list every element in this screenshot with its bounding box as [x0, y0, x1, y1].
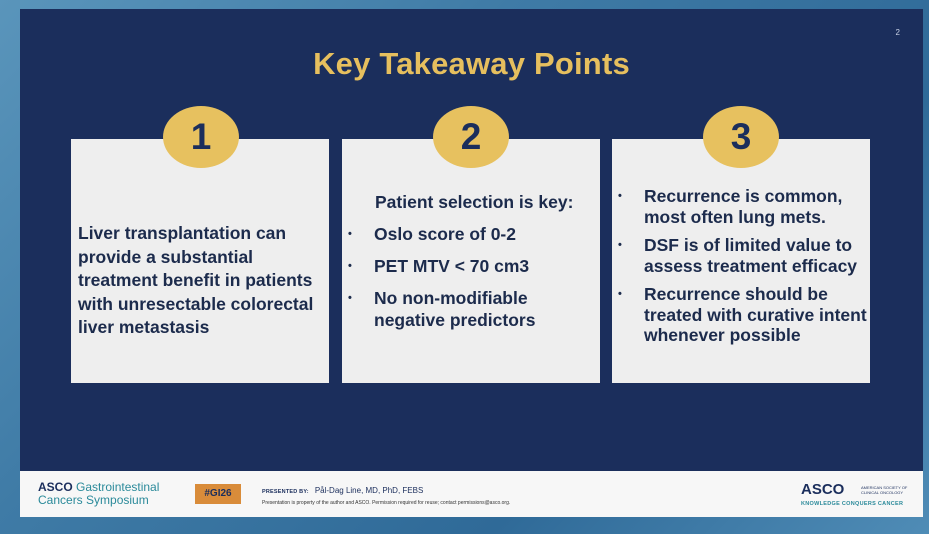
list-item [612, 284, 870, 346]
bullet-text: Recurrence is common, most often lung mets. [644, 186, 843, 227]
takeaway-heading-2: Patient selection is key: [375, 192, 574, 212]
slide-title: Key Takeaway Points [313, 46, 630, 81]
slide-number: 2 [895, 28, 900, 37]
takeaway-card-1 [71, 116, 329, 383]
presented-by-label: PRESENTED BY: [262, 489, 309, 495]
logo-subtitle-line2: Cancers Symposium [38, 493, 149, 507]
bullet-text: Oslo score of 0-2 [374, 224, 516, 244]
slide-footer [20, 471, 923, 517]
bullet-list-3 [612, 186, 870, 354]
bullet-icon: • [348, 292, 352, 304]
asco-logo [801, 481, 908, 507]
bullet-text: PET MTV < 70 cm3 [374, 256, 530, 276]
presenter-name: Pål-Dag Line, MD, PhD, FEBS [314, 486, 424, 495]
bullet-icon: • [618, 190, 622, 202]
asco-org-name: AMERICAN SOCIETY OF CLINICAL ONCOLOGY [861, 485, 908, 495]
takeaway-text-1: Liver transplantation can provide a substantial treatment benefit in patients with unresectable colorectal liver metastasis [78, 223, 314, 337]
bullet-text: DSF is of limited value to assess treatment efficacy [644, 235, 858, 276]
list-item [342, 287, 592, 331]
logo-subtitle: Gastrointestinal [76, 480, 160, 494]
logo-brand: ASCO [38, 480, 73, 494]
asco-brand: ASCO [801, 481, 845, 498]
presenter-line [262, 486, 423, 495]
hashtag-badge: #GI26 [195, 484, 241, 504]
slide [20, 9, 923, 471]
bullet-icon: • [618, 288, 622, 300]
asco-gi-logo [38, 481, 159, 507]
list-item [612, 235, 870, 276]
list-item [342, 223, 592, 245]
list-item [612, 186, 870, 227]
takeaway-card-3 [612, 116, 870, 383]
bullet-icon: • [348, 260, 352, 272]
list-item [342, 255, 592, 277]
bullet-icon: • [348, 228, 352, 240]
number-badge-2: 2 [433, 106, 509, 168]
bullet-text: No non-modifiable negative predictors [374, 288, 536, 330]
disclaimer: Presentation is property of the author and ASCO. Permission required for reuse; contact permissions@asco.org. [262, 500, 511, 506]
bullet-text: Recurrence should be treated with curative intent whenever possible [644, 284, 867, 345]
bullet-icon: • [618, 239, 622, 251]
bullet-list-2 [342, 223, 592, 341]
asco-tagline: KNOWLEDGE CONQUERS CANCER [801, 501, 904, 507]
takeaway-card-2 [342, 116, 600, 383]
number-badge-1: 1 [163, 106, 239, 168]
number-badge-3: 3 [703, 106, 779, 168]
